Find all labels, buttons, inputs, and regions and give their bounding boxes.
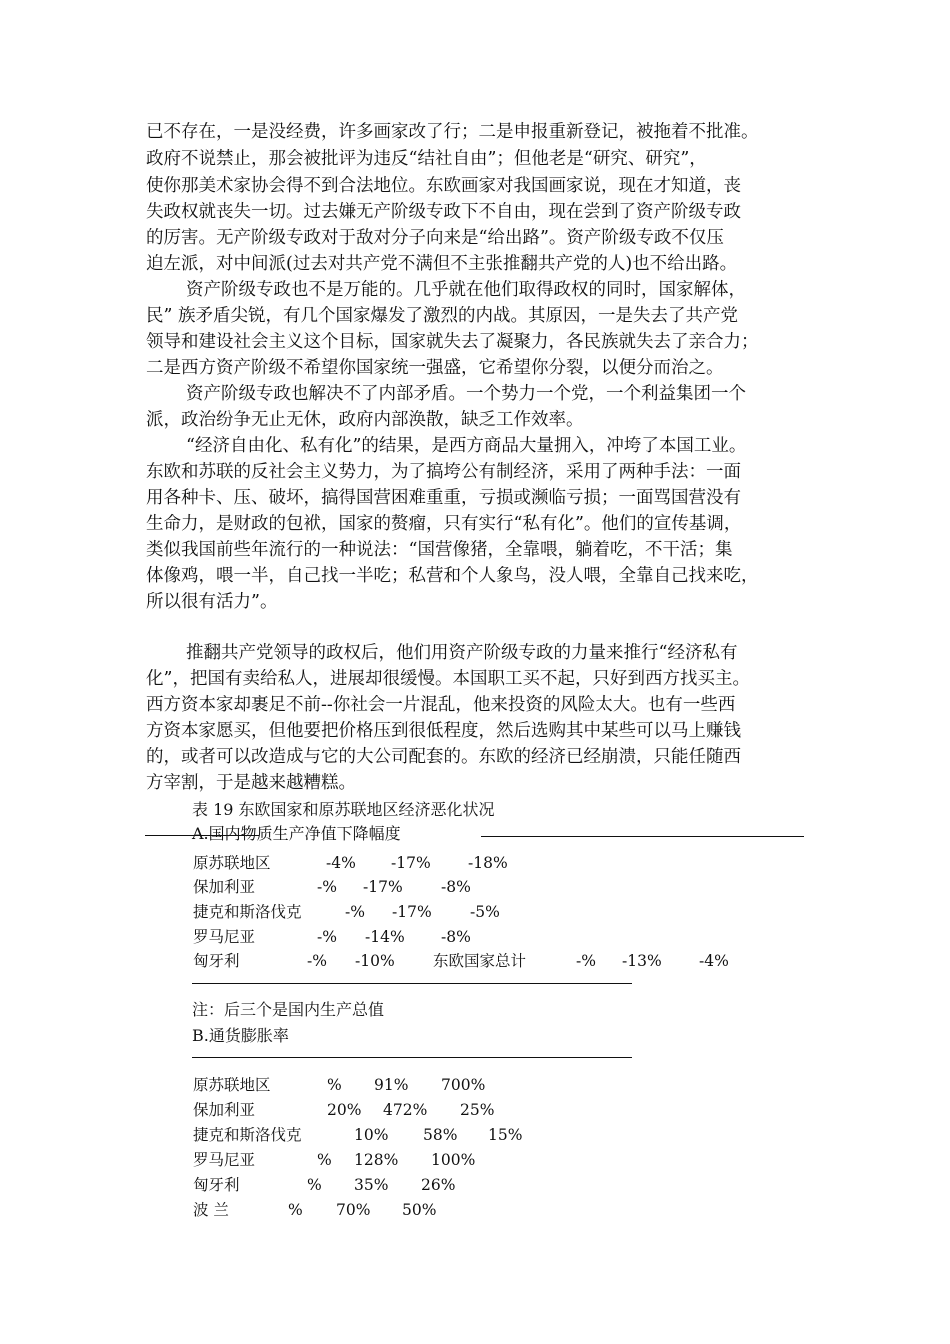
body-line: 使你那美术家协会得不到合法地位。东欧画家对我国画家说，现在才知道，丧	[146, 176, 741, 196]
table-cell: 128%	[354, 1151, 399, 1169]
body-line: 方资本家愿买，但他要把价格压到很低程度，然后选购其中某些可以马上赚钱	[146, 721, 741, 741]
table-cell: -%	[317, 878, 337, 896]
table-cell: 10%	[354, 1126, 389, 1144]
table-cell: 捷克和斯洛伐克	[193, 1126, 302, 1144]
table-cell: %	[317, 1151, 332, 1169]
table-cell: -17%	[392, 903, 432, 921]
table-cell: -4%	[699, 952, 729, 970]
table-cell: 捷克和斯洛伐克	[193, 903, 302, 921]
body-line: 政府不说禁止，那会被批评为违反“结社自由”；但他老是“研究、研究”，	[146, 149, 707, 169]
table-cell: 100%	[431, 1151, 476, 1169]
body-line: 民” 族矛盾尖锐，有几个国家爆发了激烈的内战。其原因，一是失去了共产党	[146, 306, 739, 326]
body-line: “经济自由化、私有化”的结果，是西方商品大量拥入，冲垮了本国工业。	[186, 436, 747, 456]
table-cell: %	[307, 1176, 322, 1194]
table-cell: %	[288, 1201, 303, 1219]
table-cell: -10%	[355, 952, 395, 970]
body-line: 所以很有活力”。	[146, 592, 278, 612]
table-cell: -13%	[622, 952, 662, 970]
table-cell: 70%	[336, 1201, 371, 1219]
table-cell: 匈牙利	[193, 952, 240, 970]
table-cell: %	[327, 1076, 342, 1094]
body-line: 东欧和苏联的反社会主义势力，为了搞垮公有制经济，采用了两种手法：一面	[146, 462, 741, 482]
body-line: 方宰割，于是越来越糟糕。	[146, 773, 356, 793]
table-cell: -14%	[365, 928, 405, 946]
table-cell: 35%	[354, 1176, 389, 1194]
body-line: 西方资本家却裹足不前--你社会一片混乱，他来投资的风险太大。也有一些西	[146, 695, 736, 715]
body-line: 推翻共产党领导的政权后，他们用资产阶级专政的力量来推行“经济私有	[186, 643, 738, 663]
table-rule	[192, 983, 632, 984]
body-line: 领导和建设社会主义这个目标，国家就失去了凝聚力，各民族就失去了亲合力；	[146, 332, 759, 352]
table-cell: -%	[345, 903, 365, 921]
table-cell: 波 兰	[193, 1201, 229, 1219]
body-line: 资产阶级专政也解决不了内部矛盾。一个势力一个党，一个利益集团一个	[186, 384, 746, 404]
table-cell: -8%	[441, 928, 471, 946]
body-line: 二是西方资产阶级不希望你国家统一强盛，它希望你分裂，以便分而治之。	[146, 358, 724, 378]
body-line: 体像鸡，喂一半，自己找一半吃；私营和个人象鸟，没人喂，全靠自己找来吃，	[146, 566, 759, 586]
body-line: 资产阶级专政也不是万能的。几乎就在他们取得政权的同时，国家解体，	[186, 280, 746, 300]
body-line: 的厉害。无产阶级专政对于敌对分子向来是“给出路”。资产阶级专政不仅压	[146, 228, 724, 248]
table-cell: 25%	[460, 1101, 495, 1119]
table-cell: 保加利亚	[193, 878, 256, 896]
body-line: 生命力，是财政的包袱，国家的赘瘤，只有实行“私有化”。他们的宣传基调，	[146, 514, 742, 534]
table-cell: -8%	[441, 878, 471, 896]
body-line: 派，政治纷争无止无休，政府内部涣散，缺乏工作效率。	[146, 410, 584, 430]
table-cell: 罗马尼亚	[193, 1151, 256, 1169]
table-rule	[145, 835, 259, 836]
table-cell: 原苏联地区	[193, 1076, 271, 1094]
table-cell: -4%	[326, 854, 356, 872]
table-cell: -18%	[468, 854, 508, 872]
body-line: 已不存在，一是没经费，许多画家改了行；二是申报重新登记，被拖着不批准。	[146, 122, 759, 142]
table-cell: -5%	[470, 903, 500, 921]
table-cell: 原苏联地区	[193, 854, 271, 872]
section-a-heading: A.国内物质生产净值下降幅度	[192, 824, 401, 843]
table-cell: -%	[576, 952, 596, 970]
table-cell: 罗马尼亚	[193, 928, 256, 946]
body-line: 用各种卡、压、破坏，搞得国营困难重重，亏损或濒临亏损；一面骂国营没有	[146, 488, 741, 508]
table-cell: 保加利亚	[193, 1101, 256, 1119]
table-cell: 东欧国家总计	[433, 952, 527, 970]
table-cell: 15%	[488, 1126, 523, 1144]
table-title: 表 19 东欧国家和原苏联地区经济恶化状况	[192, 800, 495, 819]
table-cell: -%	[307, 952, 327, 970]
body-line: 的，或者可以改造成与它的大公司配套的。东欧的经济已经崩溃，只能任随西	[146, 747, 741, 767]
body-line: 失政权就丧失一切。过去嫌无产阶级专政下不自由，现在尝到了资产阶级专政	[146, 202, 741, 222]
table-cell: 91%	[374, 1076, 409, 1094]
table-cell: 50%	[402, 1201, 437, 1219]
table-rule	[192, 1057, 632, 1058]
table-note: 注：后三个是国内生产总值	[192, 1000, 385, 1019]
table-cell: -17%	[363, 878, 403, 896]
table-cell: -17%	[391, 854, 431, 872]
body-line: 迫左派，对中间派(过去对共产党不满但不主张推翻共产党的人)也不给出路。	[146, 254, 738, 274]
body-line: 化”，把国有卖给私人，进展却很缓慢。本国职工买不起，只好到西方找买主。	[146, 669, 750, 689]
table-cell: -%	[317, 928, 337, 946]
table-cell: 58%	[423, 1126, 458, 1144]
table-cell: 20%	[327, 1101, 362, 1119]
table-cell: 26%	[421, 1176, 456, 1194]
table-cell: 700%	[441, 1076, 486, 1094]
table-cell: 匈牙利	[193, 1176, 240, 1194]
body-line: 类似我国前些年流行的一种说法：“国营像猪，全靠喂，躺着吃，不干活；集	[146, 540, 733, 560]
section-b-heading: B.通货膨胀率	[192, 1026, 289, 1045]
table-cell: 472%	[383, 1101, 428, 1119]
table-rule	[481, 836, 804, 837]
